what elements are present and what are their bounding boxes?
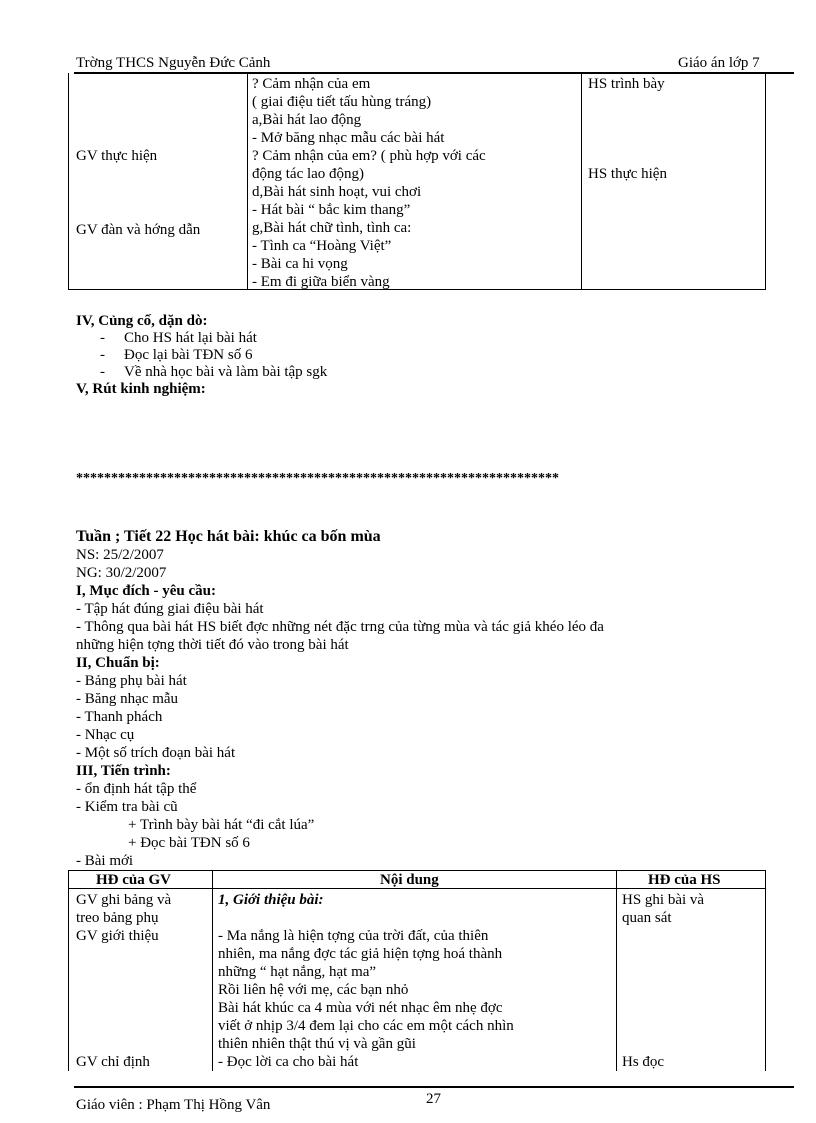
s1-line-0: - Tập hát đúng giai điệu bài hát xyxy=(76,601,264,617)
t1-mid-0: ? Cảm nhận của em xyxy=(252,76,371,92)
header-school: Trờng THCS Nguyễn Đức Cảnh xyxy=(76,55,271,71)
t2-content-3: Rồi liên hệ với mẹ, các bạn nhỏ xyxy=(218,982,409,998)
s4-dash-1: - xyxy=(100,347,105,363)
t2-header-content: Nội dung xyxy=(380,872,439,888)
lesson-title: Tuần ; Tiết 22 Học hát bài: khúc ca bốn mùa xyxy=(76,528,381,545)
section5-title: V, Rút kinh nghiệm: xyxy=(76,381,206,397)
t2-hs-1: quan sát xyxy=(622,910,672,926)
t2-gv-1: treo bảng phụ xyxy=(76,910,159,926)
t1-mid-9: - Tình ca “Hoàng Việt” xyxy=(252,238,392,254)
s4-item-1: Đọc lại bài TĐN số 6 xyxy=(124,347,253,363)
t2-header-gv: HĐ của GV xyxy=(96,872,171,888)
lesson-ns: NS: 25/2/2007 xyxy=(76,547,164,563)
s3-last: - Bài mới xyxy=(76,853,134,869)
s3-line-0: - ổn định hát tập thể xyxy=(76,781,197,797)
t2-content-1: nhiên, ma nắng đợc tác giả hiện tợng hoá thành xyxy=(218,946,503,962)
s2-line-1: - Băng nhạc mẫu xyxy=(76,691,179,707)
s2-line-3: - Nhạc cụ xyxy=(76,727,135,743)
t2-hs-0: HS ghi bài và xyxy=(622,892,705,908)
footer-teacher: Giáo viên : Phạm Thị Hồng Vân xyxy=(76,1097,271,1113)
s4-item-0: Cho HS hát lại bài hát xyxy=(124,330,257,346)
t2-content-6: thiên nhiên thật thú vị và gần gũi xyxy=(218,1036,416,1052)
page-number: 27 xyxy=(426,1091,441,1107)
t1-mid-10: - Bài ca hi vọng xyxy=(252,256,348,272)
header-rule xyxy=(74,72,794,74)
s2-line-4: - Một số trích đoạn bài hát xyxy=(76,745,236,761)
t1-mid-6: d,Bài hát sinh hoạt, vui chơi xyxy=(252,184,422,200)
s1-line-1: - Thông qua bài hát HS biết đợc những nét đặc trng của từng mùa và tác giả khéo léo đa xyxy=(76,619,604,635)
t2-content-7: - Đọc lời ca cho bài hát xyxy=(218,1054,359,1070)
section4-title: IV, Củng cố, dặn dò: xyxy=(76,313,208,329)
s4-dash-2: - xyxy=(100,364,105,380)
s3-sub-1: + Đọc bài TĐN số 6 xyxy=(128,835,250,851)
lesson-ng: NG: 30/2/2007 xyxy=(76,565,167,581)
t1-mid-7: - Hát bài “ bắc kim thang” xyxy=(252,202,411,218)
t1-mid-4: ? Cảm nhận của em? ( phù hợp với các xyxy=(252,148,486,164)
t2-gv-2: GV giới thiệu xyxy=(76,928,159,944)
t2-gv-3: GV chỉ định xyxy=(76,1054,150,1070)
header-grade: Giáo án lớp 7 xyxy=(678,55,760,71)
t2-content-title: 1, Giới thiệu bài: xyxy=(218,892,324,908)
t1-right-0: HS trình bày xyxy=(588,76,665,92)
t2-content-4: Bài hát khúc ca 4 mùa với nét nhạc êm nhẹ đợc xyxy=(218,1000,503,1016)
t2-content-0: - Ma nắng là hiện tợng của trời đất, của thiên xyxy=(218,928,489,944)
s3-title: III, Tiến trình: xyxy=(76,763,171,779)
s2-line-0: - Bảng phụ bài hát xyxy=(76,673,187,689)
t1-mid-8: g,Bài hát chữ tình, tình ca: xyxy=(252,220,412,236)
t1-right-1: HS thực hiện xyxy=(588,166,667,182)
t2-content-2: những “ hạt nắng, hạt ma” xyxy=(218,964,377,980)
s2-title: II, Chuẩn bị: xyxy=(76,655,160,671)
t1-mid-2: a,Bài hát lao động xyxy=(252,112,362,128)
t1-mid-1: ( giai điệu tiết tấu hùng tráng) xyxy=(252,94,432,110)
s2-line-2: - Thanh phách xyxy=(76,709,163,725)
footer-rule xyxy=(74,1086,794,1088)
t1-mid-5: động tác lao động) xyxy=(252,166,365,182)
t2-content-5: viết ở nhịp 3/4 đem lại cho các em một cách nhìn xyxy=(218,1018,514,1034)
t2-header-hs: HĐ của HS xyxy=(648,872,721,888)
t1-left-0: GV thực hiện xyxy=(76,148,158,164)
t2-gv-0: GV ghi bảng và xyxy=(76,892,172,908)
s1-title: I, Mục đích - yêu cầu: xyxy=(76,583,216,599)
t2-hs-2: Hs đọc xyxy=(622,1054,665,1070)
s4-item-2: Về nhà học bài và làm bài tập sgk xyxy=(124,364,328,380)
s3-sub-0: + Trình bày bài hát “đi cắt lúa” xyxy=(128,817,315,833)
separator: ********************************************************************* xyxy=(76,471,559,486)
t1-left-1: GV đàn và hớng dẫn xyxy=(76,222,201,238)
s3-line-1: - Kiểm tra bài cũ xyxy=(76,799,178,815)
s1-line-2: những hiện tợng thời tiết đó vào trong bài hát xyxy=(76,637,349,653)
t1-mid-3: - Mở băng nhạc mẫu các bài hát xyxy=(252,130,445,146)
s4-dash-0: - xyxy=(100,330,105,346)
t1-mid-11: - Em đi giữa biển vàng xyxy=(252,274,390,290)
